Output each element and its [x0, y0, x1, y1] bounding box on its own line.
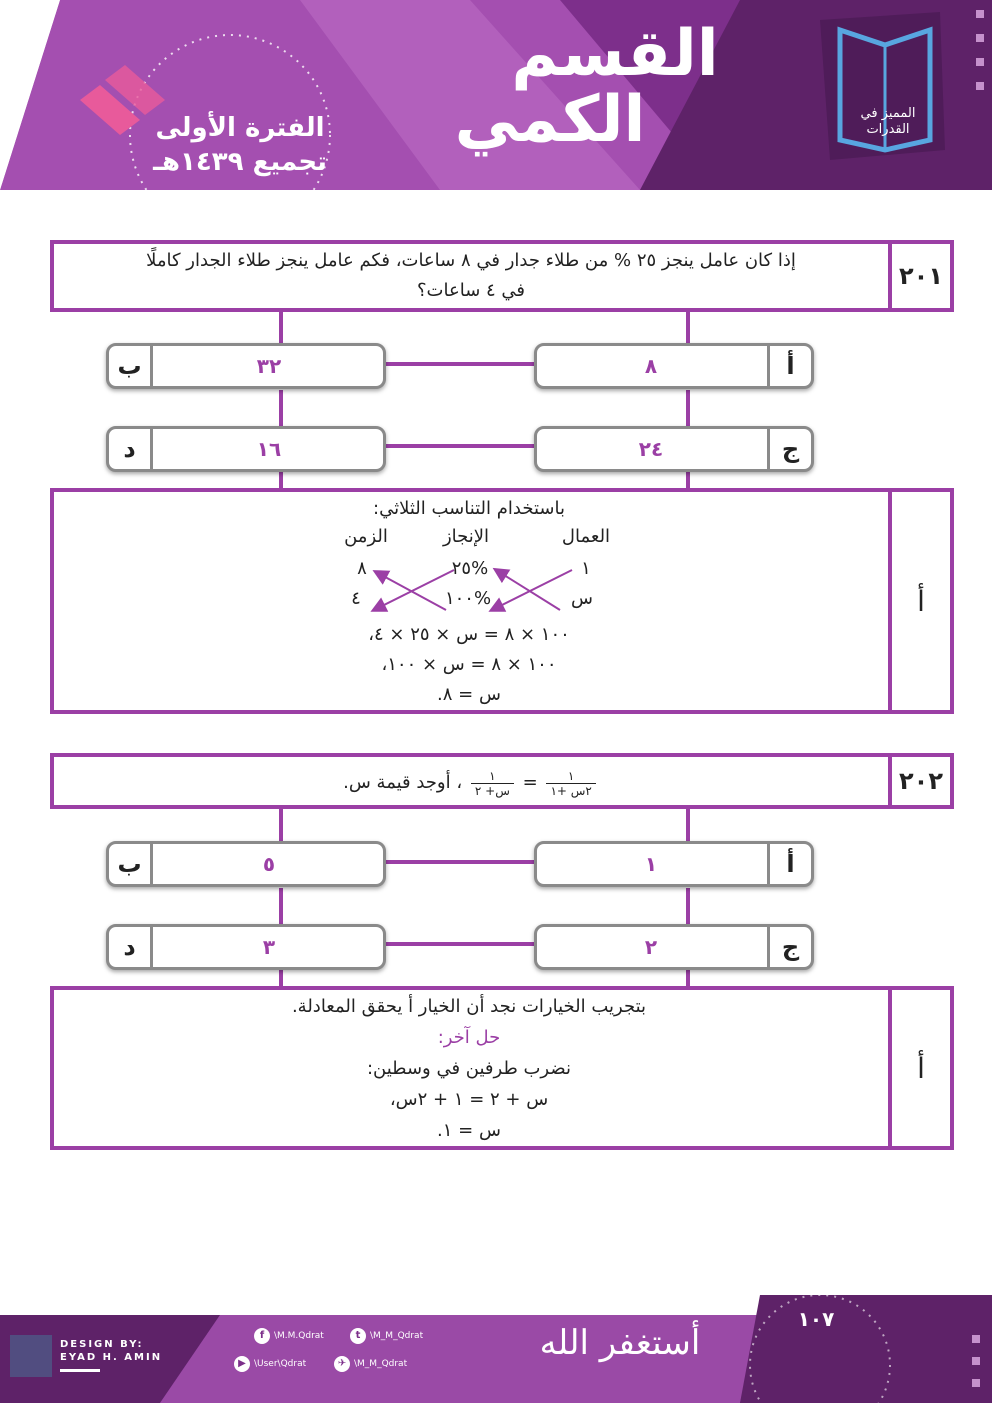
connector: [686, 809, 690, 842]
header-time: الزمن: [344, 526, 388, 547]
designer-name: EYAD H. AMIN: [60, 1352, 163, 1363]
option-d[interactable]: [106, 426, 386, 472]
fraction-left: $\frac{١}{\text{٢س +١}}$: [546, 769, 595, 798]
option-letter: أ: [767, 844, 811, 884]
solution-result: س = ٨.: [437, 684, 501, 705]
option-d[interactable]: [106, 924, 386, 970]
solution-line4: س + ٢ = ١ + ٢س،: [389, 1089, 549, 1110]
option-value: ١: [644, 852, 658, 876]
header-workers: العمال: [561, 526, 611, 547]
facebook-link[interactable]: f \M.M.Qdrat: [254, 1328, 324, 1344]
connector: [279, 390, 283, 428]
row1-workers: ١: [581, 558, 591, 579]
row2-work: %١٠٠: [444, 588, 492, 609]
connector: [279, 809, 283, 842]
connector: [279, 312, 283, 344]
option-value: ٣٢: [256, 354, 282, 378]
question-prompt: ، أوجد قيمة س.: [343, 772, 463, 793]
option-letter: د: [109, 927, 153, 967]
connector: [384, 860, 536, 864]
option-b[interactable]: [106, 343, 386, 389]
proportion-arrows: [364, 560, 624, 620]
connector: [384, 942, 536, 946]
facebook-icon: f: [254, 1328, 270, 1344]
row1-time: ٨: [357, 558, 367, 579]
solution-result: س = ١.: [437, 1120, 501, 1141]
solution-box: [50, 986, 954, 1150]
connector: [686, 888, 690, 926]
section-title-line1: القسم: [511, 17, 719, 91]
option-b[interactable]: [106, 841, 386, 887]
option-a[interactable]: [534, 343, 814, 389]
correct-answer: أ: [888, 990, 950, 1146]
youtube-link[interactable]: ▶ \User\Qdrat: [234, 1356, 306, 1372]
solution-box: [50, 488, 954, 714]
option-value: ١٦: [256, 437, 282, 461]
youtube-icon: ▶: [234, 1356, 250, 1372]
option-value: ٢: [644, 935, 658, 959]
question-number: ٢٠١: [888, 240, 954, 312]
option-value: ٣: [262, 935, 276, 959]
solution-step1: ١٠٠ × ٨ = س × ٢٥ × ٤،: [368, 624, 570, 645]
option-c[interactable]: [534, 426, 814, 472]
option-letter: ب: [109, 844, 153, 884]
question-text-box: [50, 753, 892, 809]
section-title-line2: الكمي: [454, 83, 646, 157]
page-footer: [0, 1295, 992, 1403]
option-letter: ج: [767, 429, 811, 469]
footer-background: [0, 1295, 992, 1403]
header-work: الإنجاز: [442, 526, 490, 547]
connector: [279, 888, 283, 926]
alternative-solution-title: حل آخر:: [437, 1027, 501, 1048]
option-a[interactable]: [534, 841, 814, 887]
option-letter: ج: [767, 927, 811, 967]
row2-time: ٤: [351, 588, 361, 609]
option-letter: أ: [767, 346, 811, 386]
question-text-line2: في ٤ ساعات؟: [416, 280, 526, 301]
connector: [384, 444, 536, 448]
correct-answer: أ: [888, 492, 950, 710]
fraction-right: $\frac{١}{\text{س+ ٢}}$: [471, 769, 514, 798]
option-letter: ب: [109, 346, 153, 386]
connector: [686, 390, 690, 428]
row1-work: %٢٥: [451, 558, 489, 579]
option-value: ٢٤: [638, 437, 664, 461]
collection-year: تجميع ١٤٣٩هـ: [153, 147, 327, 177]
connector: [686, 312, 690, 344]
question-text-box: [50, 240, 892, 312]
equals-sign: =: [522, 772, 538, 793]
option-c[interactable]: [534, 924, 814, 970]
solution-line3: نضرب طرفين في وسطين:: [366, 1058, 571, 1079]
page-header: [0, 0, 992, 190]
option-value: ٥: [262, 852, 276, 876]
twitter-link[interactable]: t \M_M_Qdrat: [350, 1328, 423, 1344]
solution-intro: باستخدام التناسب الثلاثي:: [373, 498, 565, 519]
twitter-icon: t: [350, 1328, 366, 1344]
period-title: الفترة الأولى: [155, 113, 325, 143]
solution-line1: بتجريب الخيارات نجد أن الخيار أ يحقق المعادلة.: [291, 996, 647, 1017]
logo: المميز في القدرات: [860, 106, 916, 137]
telegram-link[interactable]: ✈ \M_M_Qdrat: [334, 1356, 407, 1372]
page-number: ١٠٧: [797, 1307, 835, 1331]
question-number: ٢٠٢: [888, 753, 954, 809]
option-letter: د: [109, 429, 153, 469]
telegram-icon: ✈: [334, 1356, 350, 1372]
design-credit-label: DESIGN BY:: [60, 1339, 144, 1350]
calligraphy: أستغفر الله: [539, 1323, 701, 1363]
option-value: ٨: [644, 354, 658, 378]
solution-step2: ١٠٠ × ٨ = س × ١٠٠،: [381, 654, 557, 675]
row2-workers: س: [571, 588, 593, 609]
question-text-line1: إذا كان عامل ينجز ٢٥ % من طلاء جدار في ٨ ساعات، فكم عامل ينجز طلاء الجدار كاملًا: [146, 250, 796, 271]
question-text: [64, 767, 878, 799]
connector: [384, 362, 536, 366]
